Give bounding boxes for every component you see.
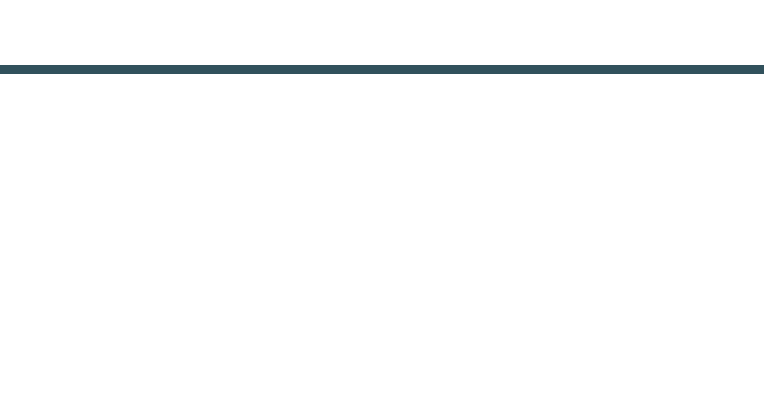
stats-title-2 bbox=[686, 65, 764, 74]
stats-title-1 bbox=[610, 65, 686, 74]
project-info-title bbox=[0, 65, 610, 74]
